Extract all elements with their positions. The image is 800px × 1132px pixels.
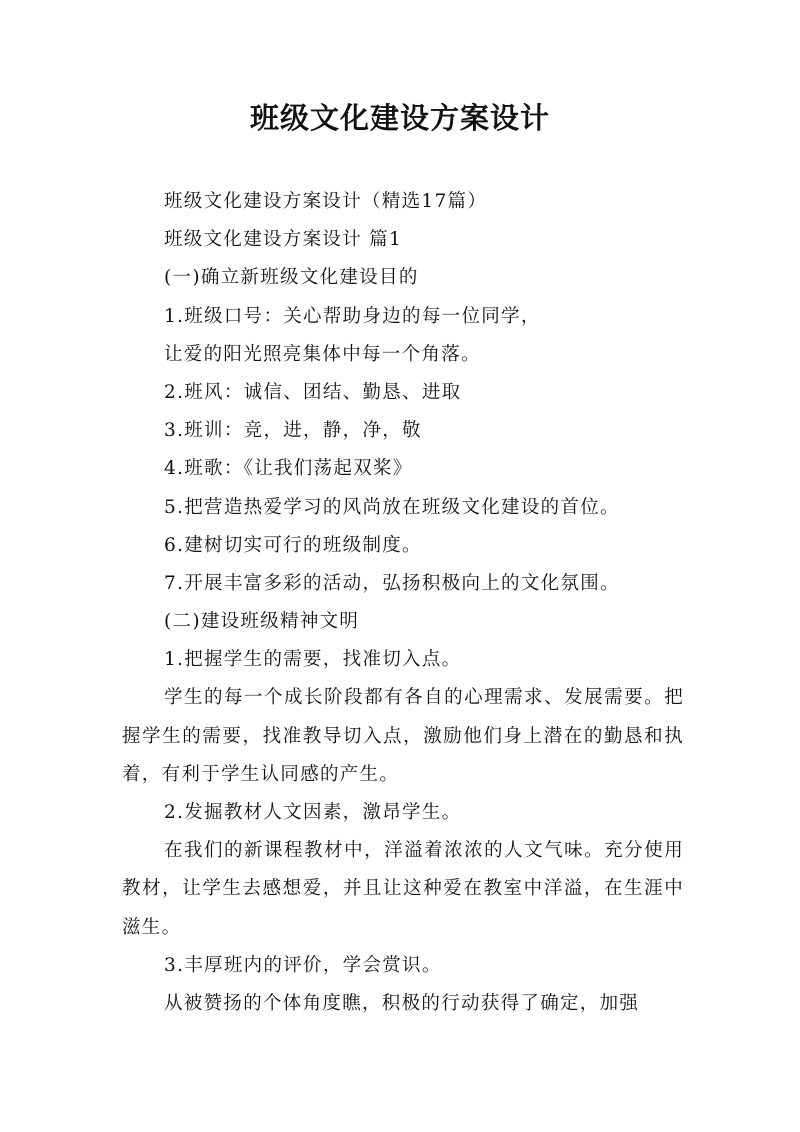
section-heading: 班级文化建设方案设计 篇1	[164, 229, 403, 251]
list-item: 3.丰厚班内的评价，学会赏识。	[164, 954, 442, 976]
list-item: 2.发掘教材人文因素，激昂学生。	[164, 802, 462, 824]
subsection-heading: (一)确立新班级文化建设目的	[164, 267, 419, 289]
list-item-continuation: 让爱的阳光照亮集体中每一个角落。	[164, 343, 481, 365]
subsection-heading: (二)建设班级精神文明	[164, 611, 360, 633]
list-item: 7.开展丰富多彩的活动，弘扬积极向上的文化氛围。	[164, 572, 620, 594]
list-item: 4.班歌：《让我们荡起双桨》	[164, 458, 413, 480]
document-title: 班级文化建设方案设计	[249, 101, 550, 135]
list-item: 3.班训：竞，进，静，净，敬	[164, 420, 422, 442]
list-item: 1.班级口号：关心帮助身边的每一位同学，	[164, 305, 541, 327]
list-item: 1.把握学生的需要，找准切入点。	[164, 649, 462, 671]
subtitle-line: 班级文化建设方案设计（精选17篇）	[164, 191, 488, 212]
body-paragraph: 从被赞扬的个体角度瞧，积极的行动获得了确定，加强	[164, 993, 640, 1015]
document-body	[122, 183, 684, 1023]
list-item: 5.把营造热爱学习的风尚放在班级文化建设的首位。	[164, 496, 620, 518]
body-paragraph: 在我们的新课程教材中，洋溢着浓浓的人文气味。充分使用教材，让学生去感想爱，并且让这种爱在教室中洋溢，在生涯中滋生。	[122, 840, 684, 938]
list-item: 6.建树切实可行的班级制度。	[164, 534, 422, 556]
list-item: 2.班风：诚信、团结、勤恳、进取	[164, 381, 462, 403]
body-paragraph: 学生的每一个成长阶段都有各自的心理需求、发展需要。把握学生的需要，找准教导切入点，激励他们身上潜在的勤恳和执着，有利于学生认同感的产生。	[122, 687, 684, 785]
